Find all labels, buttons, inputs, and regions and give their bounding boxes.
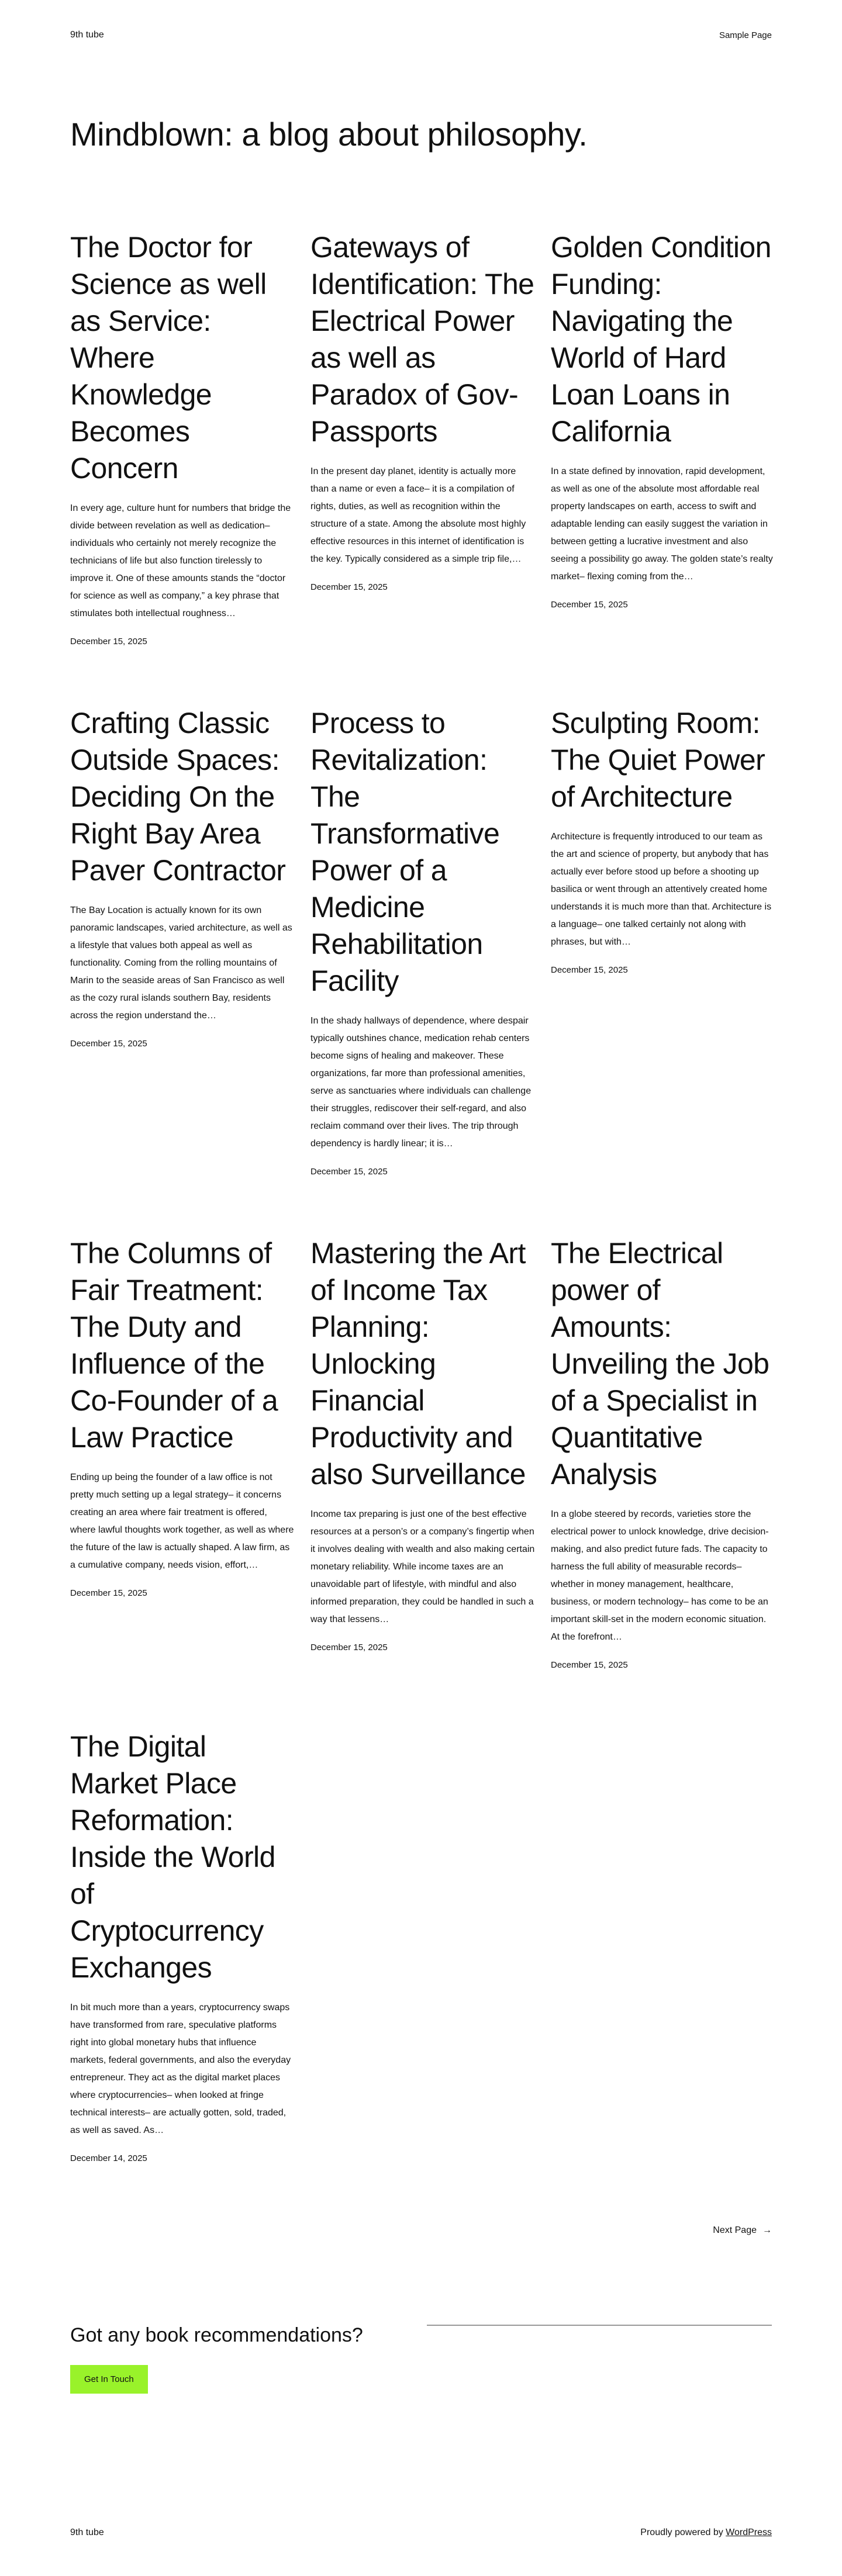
cta-section (0, 2323, 842, 2394)
site-header (0, 0, 842, 70)
post-grid (0, 229, 842, 2163)
post-card (551, 1235, 775, 1670)
site-title-link[interactable]: 9th tube (70, 30, 104, 40)
post-date: December 15, 2025 (70, 1588, 147, 1599)
cta-divider (427, 2325, 772, 2326)
post-title-link[interactable]: The Columns of Fair Treatment: The Duty and Influence of the Co-Founder of a Law Practice (70, 1237, 278, 1454)
post-card (70, 705, 295, 1049)
post-title-link[interactable]: Process to Revitalization: The Transformative Power of a Medicine Rehabilitation Facility (310, 707, 500, 998)
post-excerpt: In a state defined by innovation, rapid development, as well as one of the absolute most affordable real property landscapes on earth, access to swift and adaptable lending can easily suggest the variation in between getting a lucrative investment and also seeing a possibility go away. The golden state’s realty market– flexing coming from the… (551, 466, 773, 582)
post-title-link[interactable]: Crafting Classic Outside Spaces: Deciding On the Right Bay Area Paver Contractor (70, 707, 286, 887)
post-date: December 15, 2025 (70, 637, 147, 647)
post-title-link[interactable]: Gateways of Identification: The Electrical Power as well as Paradox of Gov-Passports (310, 231, 534, 448)
post-excerpt: The Bay Location is actually known for its own panoramic landscapes, varied architecture, as well as a lifestyle that values both appeal as well as functionality. Coming from the rolling mountains of Marin to the seaside areas of San Francisco as well as the cozy rural islands southern Bay, residents across the region understand the… (70, 905, 292, 1021)
post-excerpt: Ending up being the founder of a law office is not pretty much setting up a legal strategy– it concerns creating an area where fair treatment is offered, where lawful thoughts work together, as well as where the future of the law is actually shaped. A law firm, as a cumulative company, needs vision, effort,… (70, 1472, 294, 1571)
pagination (0, 2225, 842, 2236)
post-title-link[interactable]: The Doctor for Science as well as Service: Where Knowledge Becomes Concern (70, 231, 267, 485)
post-date: December 14, 2025 (70, 2153, 147, 2164)
cta-heading: Got any book recommendations? (70, 2324, 363, 2347)
post-date: December 15, 2025 (310, 582, 388, 593)
page-heading: Mindblown: a blog about philosophy. (70, 116, 588, 153)
powered-by-text (640, 2527, 772, 2538)
arrow-right-icon: → (762, 2225, 772, 2236)
post-date: December 15, 2025 (551, 1660, 628, 1671)
post-date: December 15, 2025 (551, 600, 628, 610)
post-card (70, 1235, 295, 1598)
post-title-link[interactable]: Mastering the Art of Income Tax Planning: Unlocking Financial Productivity and also Surveillance (310, 1237, 526, 1491)
post-card (310, 229, 535, 592)
post-title-link[interactable]: Golden Condition Funding: Navigating the World of Hard Loan Loans in California (551, 231, 771, 448)
next-page-link[interactable]: Next Page (713, 2225, 757, 2236)
footer-site-title-link[interactable]: 9th tube (70, 2527, 104, 2538)
post-excerpt: In bit much more than a years, cryptocurrency swaps have transformed from rare, speculative platforms right into global monetary hubs that influence markets, federal governments, and also the everyday entrepreneur. They act as the digital market places where cryptocurrencies– when looked at fringe technical interests– are actually gotten, sold, traded, as well as saved. As… (70, 2003, 291, 2136)
post-excerpt: In a globe steered by records, varieties store the electrical power to unlock knowledge, drive decision-making, and also predict future fads. The capacity to harness the full ability of measurable records– whether in money management, healthcare, business, or modern technology– has come to be an important skill-set in the modern economic situation. At the forefront… (551, 1509, 769, 1643)
site-footer (0, 2498, 842, 2568)
post-title-link[interactable]: Sculpting Room: The Quiet Power of Architecture (551, 707, 765, 814)
post-excerpt: In every age, culture hunt for numbers that bridge the divide between revelation as well as dedication– individuals who certainly not merely recognize the technicians of life but also function tirelessly to improve it. One of these amounts stands the “doctor for science as well as company,” a key phrase that stimulates both intellectual roughness… (70, 503, 291, 619)
post-excerpt: In the shady hallways of dependence, where despair typically outshines chance, medication rehab centers become signs of healing and makeover. These organizations, far more than professional amenities, serve as sanctuaries where individuals can challenge their struggles, rediscover their self-regard, and also reclaim command over their lives. The trip through dependency is hardly linear; it is… (310, 1016, 532, 1149)
post-card (310, 1235, 535, 1652)
post-excerpt: Income tax preparing is just one of the best effective resources at a person’s or a company’s fingertip when it involves dealing with wealth and also making certain monetary reliability. While income taxes are an unavoidable part of lifestyle, with mindful and also informed preparation, they could be handled in such a way that lessens… (310, 1509, 535, 1625)
post-card (70, 229, 295, 646)
post-card (551, 705, 775, 975)
post-card (70, 1728, 295, 2163)
post-title-link[interactable]: The Electrical power of Amounts: Unveiling the Job of a Specialist in Quantitative Analysis (551, 1237, 769, 1491)
post-date: December 15, 2025 (551, 965, 628, 976)
post-card (551, 229, 775, 610)
post-excerpt: In the present day planet, identity is actually more than a name or even a face– it is a compilation of rights, duties, as well as recognition within the structure of a state. Among the absolute most highly effective resources in this internet of identification is the key. Typically considered as a simple trip file,… (310, 466, 526, 565)
post-date: December 15, 2025 (310, 1643, 388, 1653)
post-date: December 15, 2025 (310, 1167, 388, 1177)
post-date: December 15, 2025 (70, 1039, 147, 1049)
wordpress-link[interactable]: WordPress (726, 2527, 772, 2538)
post-card (310, 705, 535, 1177)
nav-link-sample-page[interactable]: Sample Page (719, 30, 772, 40)
cta-content (70, 2323, 398, 2394)
powered-by-prefix: Proudly powered by (640, 2527, 726, 2538)
post-title-link[interactable]: The Digital Market Place Reformation: Inside the World of Cryptocurrency Exchanges (70, 1730, 275, 1984)
get-in-touch-button[interactable]: Get In Touch (70, 2365, 148, 2394)
post-excerpt: Architecture is frequently introduced to our team as the art and science of property, but anybody that has actually ever before stood up before a shooting up basilica or went through an attentively created home understands it is much more than that. Architecture is a language– one talked certainly not along with phrases, but with… (551, 832, 772, 948)
